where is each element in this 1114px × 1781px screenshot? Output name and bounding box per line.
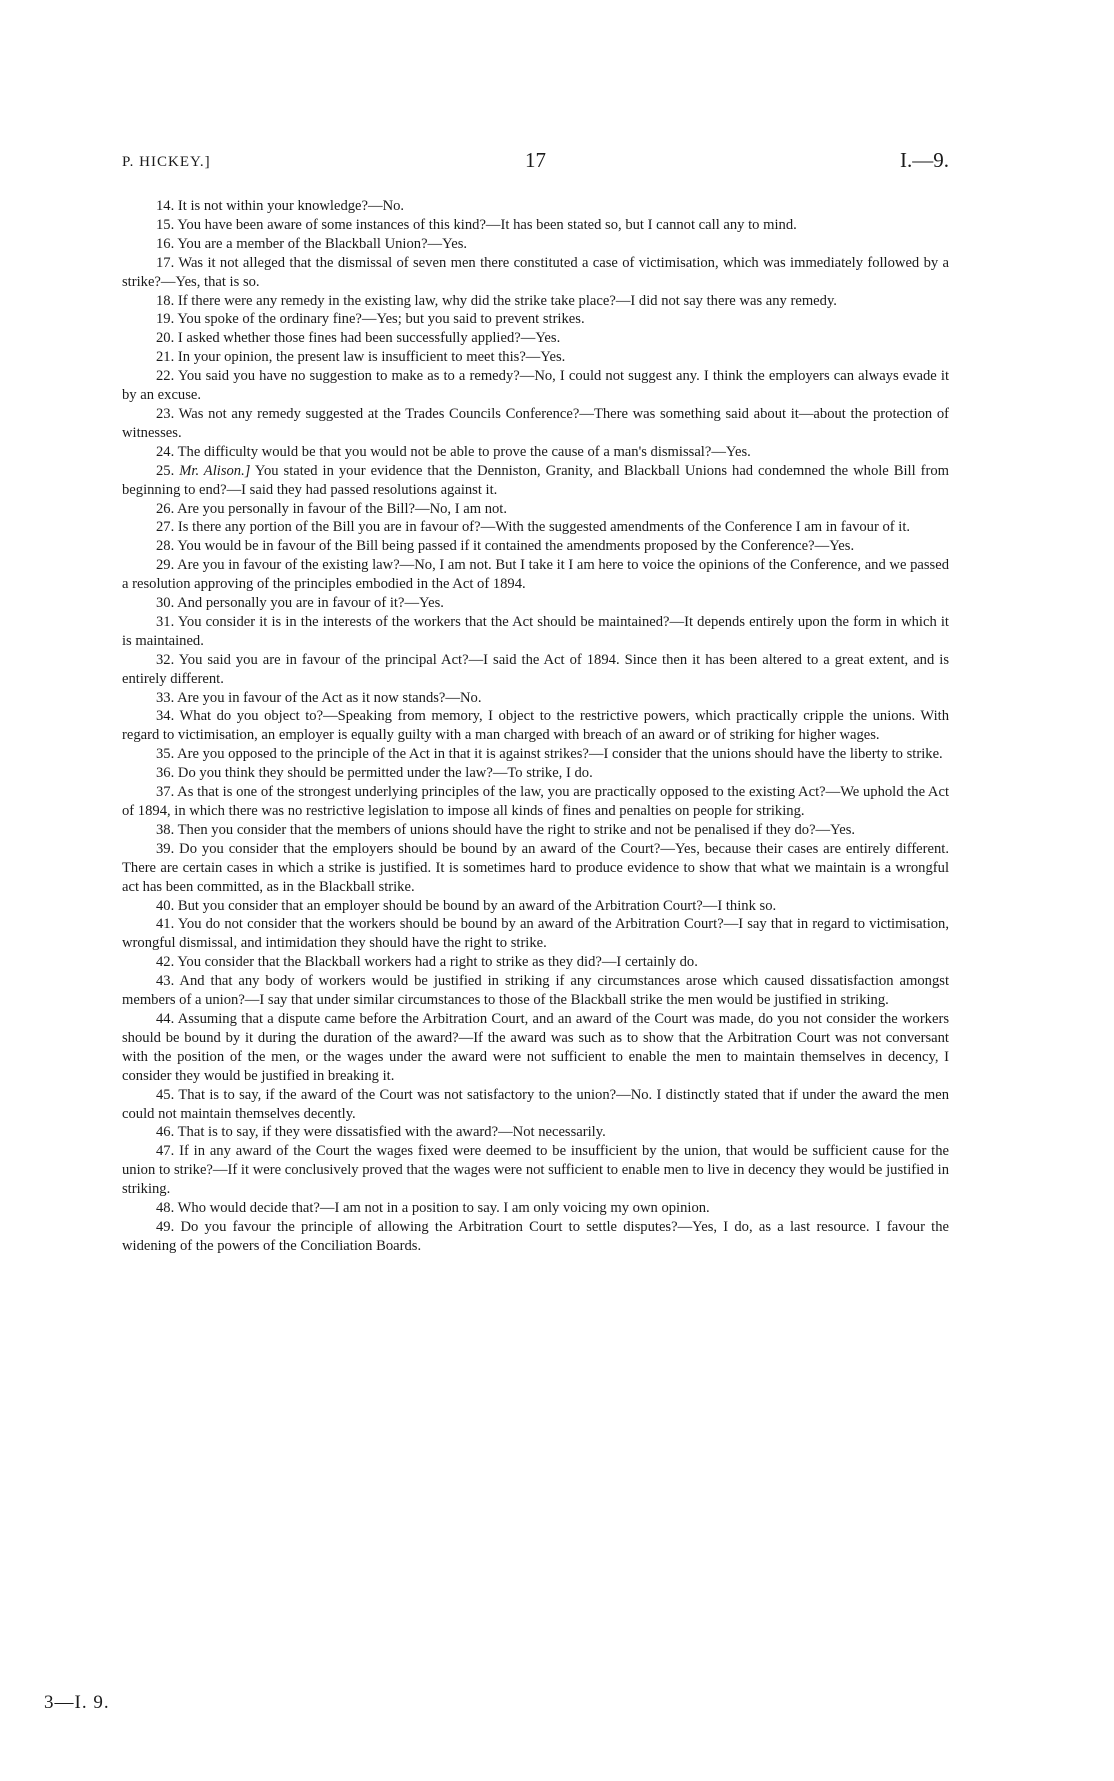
- question-paragraph: [122, 953, 949, 972]
- question-paragraph: [122, 689, 949, 708]
- question-number: 21.: [156, 349, 175, 366]
- question-text: You are a member of the Blackball Union?—Yes.: [177, 235, 468, 252]
- question-paragraph: [122, 613, 949, 651]
- signature-mark: 3—I. 9.: [44, 1692, 110, 1713]
- question-paragraph: [122, 216, 949, 235]
- question-number: 14.: [156, 198, 175, 214]
- question-text: Are you in favour of the existing law?—No, I am not. But I take it I am here to voice the opinions of the Conference, and we passed a resolution approving of the principles embodied in the Act of 1894.: [122, 557, 950, 593]
- question-text: Do you consider that the employers should be bound by an award of the Court?—Yes, because their cases are entirely different. There are certain cases in which a strike is justified. It is sometimes hard to produce evidence to show that what we maintain is a wrongful act has been committed, as in the Blackball strike.: [122, 840, 949, 895]
- question-text: It is not within your knowledge?—No.: [177, 198, 405, 214]
- question-text: You consider it is in the interests of the workers that the Act should be maintained?—It depends entirely upon the form in which it is maintained.: [122, 613, 949, 649]
- question-paragraph: [122, 1199, 949, 1218]
- question-number: 47.: [156, 1143, 175, 1160]
- question-text: What do you object to?—Speaking from memory, I object to the restrictive powers, which practically cripple the unions. With regard to victimisation, an employer is equally guilty with a man charged with breach of an award or of striking for higher wages.: [122, 708, 949, 744]
- question-paragraph: [122, 518, 949, 537]
- question-paragraph: [122, 443, 949, 462]
- question-text: If in any award of the Court the wages fixed were deemed to be insufficient by the union, that would be sufficient cause for the union to strike?—If it were conclusively proved that the wages were not sufficient to enable men to live in decency they would be justified in striking.: [122, 1143, 949, 1198]
- page-number: 17: [525, 148, 546, 172]
- question-text: You consider that the Blackball workers had a right to strike as they did?—I certainly do.: [177, 954, 698, 971]
- question-text: You would be in favour of the Bill being passed if it contained the amendments proposed by the Conference?—Yes.: [177, 538, 855, 555]
- question-paragraph: [122, 594, 949, 613]
- question-number: 39.: [156, 840, 175, 857]
- question-paragraph: [122, 310, 949, 329]
- question-number: 43.: [156, 973, 175, 990]
- question-text: And personally you are in favour of it?—Yes.: [177, 595, 444, 612]
- page-header: [122, 148, 949, 178]
- question-text: Are you in favour of the Act as it now stands?—No.: [177, 689, 482, 706]
- question-text: I asked whether those fines had been successfully applied?—Yes.: [177, 330, 561, 347]
- question-paragraph: [122, 1218, 949, 1256]
- witness-name-header: P. HICKEY.]: [122, 154, 211, 170]
- question-paragraph: [122, 462, 949, 500]
- question-number: 16.: [156, 235, 175, 252]
- question-number: 41.: [156, 916, 175, 933]
- question-paragraph: [122, 537, 949, 556]
- question-number: 42.: [156, 954, 175, 971]
- question-text: That is to say, if they were dissatisfied with the award?—Not necessarily.: [177, 1124, 606, 1141]
- question-text: If there were any remedy in the existing law, why did the strike take place?—I did not say there was any remedy.: [177, 292, 837, 309]
- question-number: 40.: [156, 897, 175, 914]
- question-text: Are you opposed to the principle of the Act in that it is against strikes?—I consider that the unions should have the liberty to strike.: [177, 746, 943, 763]
- question-number: 45.: [156, 1086, 175, 1103]
- question-text: Are you personally in favour of the Bill?—No, I am not.: [177, 500, 507, 517]
- question-paragraph: [122, 1086, 949, 1124]
- question-text: You have been aware of some instances of this kind?—It has been stated so, but I cannot call any to mind.: [177, 216, 797, 233]
- question-number: 19.: [156, 311, 175, 328]
- question-paragraph: [122, 254, 949, 292]
- question-paragraph: [122, 1123, 949, 1142]
- question-number: 25.: [156, 462, 175, 479]
- question-number: 34.: [156, 708, 175, 725]
- question-paragraph: [122, 367, 949, 405]
- question-text: Who would decide that?—I am not in a position to say. I am only voicing my own opinion.: [177, 1200, 710, 1217]
- question-paragraph: [122, 556, 949, 594]
- question-number: 37.: [156, 784, 175, 801]
- question-number: 33.: [156, 689, 175, 706]
- question-paragraph: [122, 915, 949, 953]
- question-number: 38.: [156, 821, 175, 838]
- question-number: 49.: [156, 1218, 175, 1235]
- question-paragraph: [122, 235, 949, 254]
- question-text: You said you have no suggestion to make as to a remedy?—No, I could not suggest any. I think the employers can always evade it by an excuse.: [122, 368, 949, 404]
- question-paragraph: [122, 897, 949, 916]
- evidence-text: [122, 197, 949, 1256]
- question-number: 46.: [156, 1124, 175, 1141]
- question-number: 26.: [156, 500, 175, 517]
- question-text: You stated in your evidence that the Denniston, Granity, and Blackball Unions had condemned the whole Bill from beginning to end?—I said they had passed resolutions against it.: [122, 462, 949, 498]
- question-number: 29.: [156, 557, 175, 574]
- question-paragraph: [122, 840, 949, 897]
- question-paragraph: [122, 500, 949, 519]
- question-number: 44.: [156, 1010, 175, 1027]
- question-text: Assuming that a dispute came before the Arbitration Court, and an award of the Court was made, do you not consider the workers should be bound by it during the duration of the award?—If the award was such as to show that the Arbitration Court was not conversant with the position of the men, or the wages under the award were not sufficient to enable the men to maintain themselves in decency, I consider they would be justified in breaking it.: [122, 1010, 949, 1084]
- question-number: 36.: [156, 765, 175, 782]
- question-number: 35.: [156, 746, 175, 763]
- question-number: 32.: [156, 651, 175, 668]
- question-paragraph: [122, 197, 949, 216]
- paper-reference: I.—9.: [900, 148, 949, 172]
- question-paragraph: [122, 1142, 949, 1199]
- question-paragraph: [122, 707, 949, 745]
- question-paragraph: [122, 651, 949, 689]
- question-paragraph: [122, 405, 949, 443]
- question-number: 48.: [156, 1200, 175, 1217]
- question-text: Is there any portion of the Bill you are in favour of?—With the suggested amendments of the Conference I am in favour of it.: [177, 519, 911, 536]
- question-paragraph: [122, 348, 949, 367]
- question-paragraph: [122, 745, 949, 764]
- question-paragraph: [122, 783, 949, 821]
- question-text: Then you consider that the members of unions should have the right to strike and not be penalised if they do?—Yes.: [177, 821, 856, 838]
- question-number: 27.: [156, 519, 175, 536]
- question-paragraph: [122, 764, 949, 783]
- question-paragraph: [122, 972, 949, 1010]
- question-text: You do not consider that the workers should be bound by an award of the Arbitration Court?—I say that in regard to victimisation, wrongful dismissal, and intimidation they should have the right to strike.: [122, 916, 949, 952]
- question-text: As that is one of the strongest underlying principles of the law, you are practically opposed to the existing Act?—We uphold the Act of 1894, in which there was no restrictive legislation to impose all kinds of fines and penalties on people for striking.: [122, 784, 950, 819]
- question-number: 30.: [156, 595, 175, 612]
- question-text: Was it not alleged that the dismissal of seven men there constituted a case of victimisation, which was immediately followed by a strike?—Yes, that is so.: [122, 254, 949, 290]
- question-number: 28.: [156, 538, 175, 555]
- question-paragraph: [122, 329, 949, 348]
- question-text: That is to say, if the award of the Court was not satisfactory to the union?—No. I distinctly stated that if under the award the men could not maintain themselves decently.: [122, 1086, 950, 1122]
- question-text: Do you favour the principle of allowing the Arbitration Court to settle disputes?—Yes, I do, as a last resource. I favour the widening of the powers of the Conciliation Boards.: [122, 1218, 949, 1254]
- question-number: 18.: [156, 292, 175, 309]
- question-text: You spoke of the ordinary fine?—Yes; but you said to prevent strikes.: [177, 311, 585, 328]
- speaker-name: Mr. Alison.]: [179, 462, 251, 479]
- question-number: 23.: [156, 405, 175, 422]
- question-paragraph: [122, 821, 949, 840]
- question-text: You said you are in favour of the principal Act?—I said the Act of 1894. Since then it has been altered to a great extent, and is entirely different.: [122, 651, 949, 687]
- question-number: 24.: [156, 443, 175, 460]
- question-text: Do you think they should be permitted under the law?—To strike, I do.: [177, 765, 593, 782]
- question-text: Was not any remedy suggested at the Trades Councils Conference?—There was something said about it—about the protection of witnesses.: [122, 405, 949, 441]
- question-text: And that any body of workers would be justified in striking if any circumstances arose which caused dissatisfaction amongst members of a union?—I say that under similar circumstances to those of the Blackball strike the men would be justified in striking.: [122, 973, 950, 1009]
- question-text: The difficulty would be that you would not be able to prove the cause of a man's dismissal?—Yes.: [177, 443, 751, 460]
- question-number: 17.: [156, 254, 175, 271]
- question-number: 15.: [156, 216, 175, 233]
- question-text: But you consider that an employer should be bound by an award of the Arbitration Court?—I think so.: [177, 897, 777, 914]
- question-text: In your opinion, the present law is insufficient to meet this?—Yes.: [177, 349, 566, 366]
- question-paragraph: [122, 292, 949, 311]
- question-number: 31.: [156, 613, 175, 630]
- question-number: 20.: [156, 330, 175, 347]
- question-number: 22.: [156, 368, 175, 385]
- question-paragraph: [122, 1010, 949, 1086]
